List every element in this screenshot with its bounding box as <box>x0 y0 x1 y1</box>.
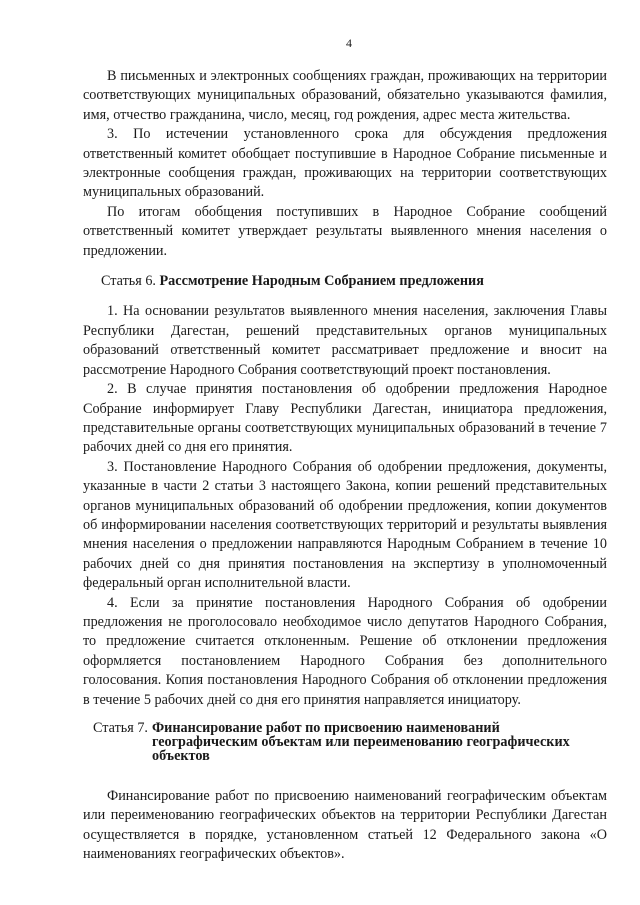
article-7-heading <box>93 721 607 763</box>
article-6-label: Статья 6. <box>101 273 156 290</box>
paragraph: 3. Постановление Народного Собрания об одобрении предложения, документы, указанные в части 2 статьи 3 настоящего Закона, копии решений представительных органов муниципальных образований об одобрении предложения, копии документов об информировании населения соответствующих территорий и результаты выявления мнения населения о предложении направляются Народным Собранием в течение 10 рабочих дней со дня принятия постановления на экспертизу в уполномоченный федеральный орган исполнительной власти. <box>83 458 607 592</box>
page-number: 4 <box>346 36 352 50</box>
paragraph: 2. В случае принятия постановления об одобрении предложения Народное Собрание информирует Главу Республики Дагестан, инициатора предложения, представительные органы соответствующих муниципальных образований в течение 7 рабочих дней со дня его принятия. <box>83 381 607 456</box>
paragraph: 1. На основании результатов выявленного мнения населения, заключения Главы Республики Дагестан, решений представительных органов муниципальных образований ответственный комитет рассматривает предложение и вносит на рассмотрение Народного Собрания соответствующий проект постановления. <box>83 303 607 378</box>
paragraph: Финансирование работ по присвоению наименований географическим объектам или переименованию географических объектов на территории Республики Дагестан осуществляется в порядке, установленном статьей 12 Федерального закона «О наименованиях географических объектов». <box>83 788 607 863</box>
paragraph: В письменных и электронных сообщениях граждан, проживающих на территории соответствующих муниципальных образований, обязательно указываются фамилия, имя, отчество гражданина, число, месяц, год рождения, адрес места жительства. <box>83 68 607 123</box>
article-6-heading <box>83 272 607 291</box>
paragraph: 3. По истечении установленного срока для обсуждения предложения ответственный комитет обобщает поступившие в Народное Собрание письменные и электронные сообщения граждан, проживающих на территории соответствующих муниципальных образований. <box>83 126 607 201</box>
paragraph: 4. Если за принятие постановления Народного Собрания об одобрении предложения не проголосовало необходимое число депутатов Народного Собрания, то предложение считается отклоненным. Решение об отклонении предложения оформляется постановлением Народного Собрания без дополнительного голосования. Копия постановления Народного Собрания об отклонении предложения в течение 5 рабочих дней со дня его принятия направляется инициатору. <box>83 594 607 708</box>
paragraph: По итогам обобщения поступивших в Народное Собрание сообщений ответственный комитет утверждает результаты выявленного мнения населения о предложении. <box>83 203 607 259</box>
article-6-title: Рассмотрение Народным Собранием предложения <box>159 273 484 290</box>
article-7-title: Финансирование работ по присвоению наименований географическим объектам или переименованию географических объектов <box>151 720 570 764</box>
article-7-label: Статья 7. <box>93 720 148 736</box>
